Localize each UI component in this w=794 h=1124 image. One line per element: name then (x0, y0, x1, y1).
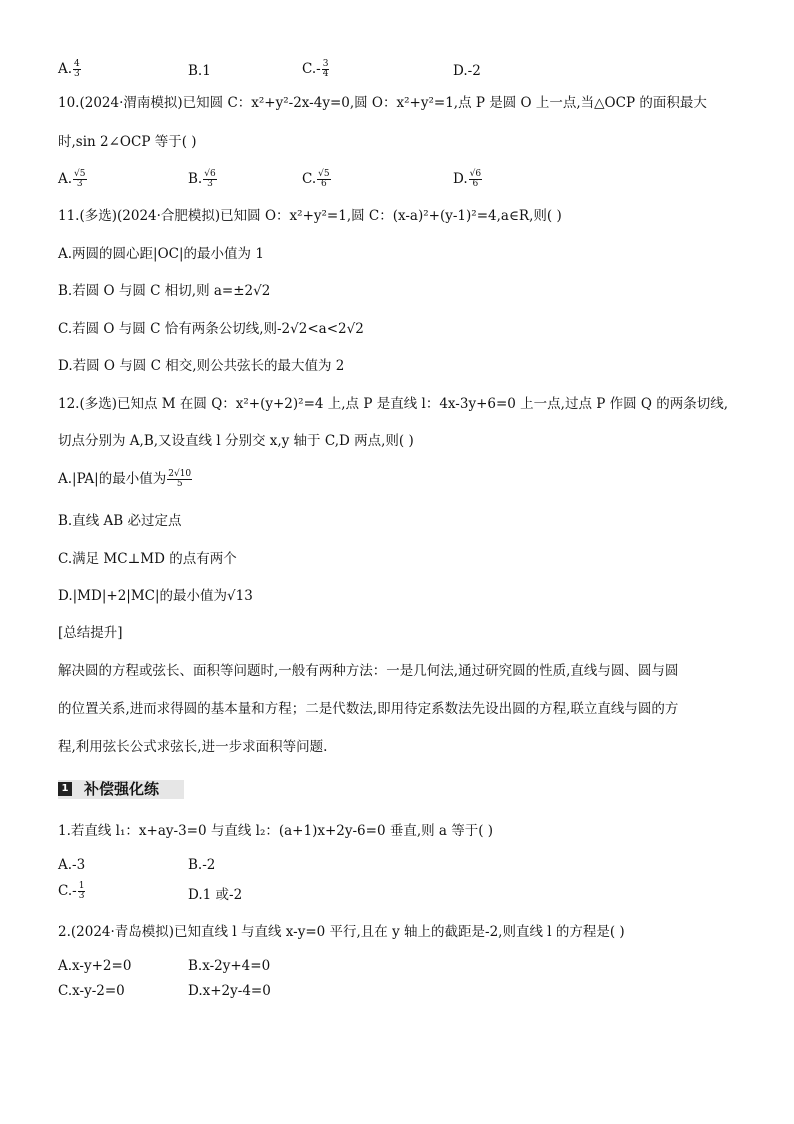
fraction: $\frac{3}{4}$ (322, 59, 329, 79)
fraction: $\frac{√5}{3}$ (74, 169, 86, 189)
p2-option-d: D.x+2y-4=0 (188, 983, 271, 999)
q11-option-a: A.两圆的圆心距|OC|的最小值为 1 (58, 246, 264, 262)
q9-option-d: D.-2 (453, 63, 481, 79)
q12-option-a: A.|PA|的最小值为 $\frac{2√10}{5}$ (58, 469, 192, 489)
q12-option-b: B.直线 AB 必过定点 (58, 513, 182, 529)
summary-title: [总结提升] (58, 625, 123, 641)
fraction: $\frac{√6}{3}$ (204, 169, 216, 189)
p2-option-c: C.x-y-2=0 (58, 983, 125, 999)
q10-option-c: C. $\frac{√5}{6}$ (302, 169, 330, 189)
p2-option-b: B.x-2y+4=0 (188, 958, 271, 974)
q10-option-b: B. $\frac{√6}{3}$ (188, 169, 216, 189)
q11-option-c: C.若圆 O 与圆 C 恰有两条公切线,则-2√2<a<2√2 (58, 321, 364, 337)
q12-stem-line1: 12.(多选)已知点 M 在圆 Q：x²+(y+2)²=4 上,点 P 是直线 l：4x-3y+6=0 上一点,过点 P 作圆 Q 的两条切线, (58, 396, 729, 412)
section-number-badge: 1 (58, 782, 72, 796)
section-header (58, 777, 184, 801)
summary-line1: 解决圆的方程或弦长、面积等问题时,一般有两种方法：一是几何法,通过研究圆的性质,直线与圆、圆与圆 (58, 663, 679, 679)
q11-option-d: D.若圆 O 与圆 C 相交,则公共弦长的最大值为 2 (58, 358, 345, 374)
fraction: $\frac{√6}{6}$ (469, 169, 482, 189)
summary-line3: 程,利用弦长公式求弦长,进一步求面积等问题. (58, 739, 328, 755)
fraction: $\frac{√5}{6}$ (318, 169, 330, 189)
section-title: 补偿强化练 (84, 780, 160, 798)
summary-line2: 的位置关系,进而求得圆的基本量和方程；二是代数法,即用待定系数法先设出圆的方程,联立直线与圆的方 (58, 701, 679, 717)
fraction: $\frac{4}{3}$ (74, 59, 80, 79)
q9-option-b: B.1 (188, 63, 211, 79)
p1-option-b: B.-2 (188, 857, 216, 873)
p2-option-a: A.x-y+2=0 (58, 958, 132, 974)
p1-option-c: C.- $\frac{1}{3}$ (58, 881, 85, 901)
q10-option-d: D. $\frac{√6}{6}$ (453, 169, 482, 189)
fraction: $\frac{1}{3}$ (78, 881, 85, 901)
q9-option-c: C.- $\frac{3}{4}$ (302, 59, 329, 79)
q11-option-b: B.若圆 O 与圆 C 相切,则 a=±2√2 (58, 283, 271, 299)
fraction: $\frac{2√10}{5}$ (168, 469, 192, 489)
q10-option-a: A. $\frac{√5}{3}$ (58, 169, 86, 189)
q12-stem-line2: 切点分别为 A,B,又设直线 l 分别交 x,y 轴于 C,D 两点,则( ) (58, 433, 414, 449)
p1-option-a: A.-3 (58, 857, 86, 873)
q10-stem-line1: 10.(2024·渭南模拟)已知圆 C：x²+y²-2x-4y=0,圆 O：x²+y²=1,点 P 是圆 O 上一点,当△OCP 的面积最大 (58, 95, 707, 111)
p2-stem: 2.(2024·青岛模拟)已知直线 l 与直线 x-y=0 平行,且在 y 轴上的截距是-2,则直线 l 的方程是( ) (58, 924, 625, 940)
p1-option-d: D.1 或-2 (188, 887, 243, 903)
q10-stem-line2: 时,sin 2∠OCP 等于( ) (58, 134, 197, 150)
q12-option-d: D.|MD|+2|MC|的最小值为√13 (58, 588, 253, 604)
p1-stem: 1.若直线 l₁：x+ay-3=0 与直线 l₂：(a+1)x+2y-6=0 垂直,则 a 等于( ) (58, 823, 494, 839)
q9-option-a: A. $\frac{4}{3}$ (58, 59, 80, 79)
q11-stem: 11.(多选)(2024·合肥模拟)已知圆 O：x²+y²=1,圆 C：(x-a)²+(y-1)²=4,a∈R,则( ) (58, 208, 562, 224)
q12-option-c: C.满足 MC⊥MD 的点有两个 (58, 551, 237, 567)
